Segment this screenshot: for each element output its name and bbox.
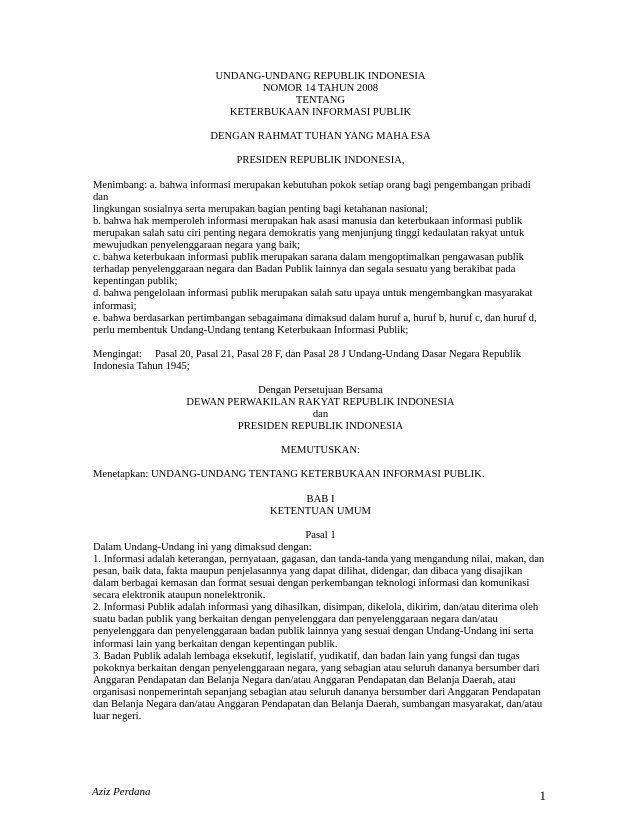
menimbang-line: perlu membentuk Undang-Undang tentang Keterbukaan Informasi Publik;: [93, 324, 409, 336]
pasal-line: pesan, baik data, fakta maupun penjelasannya yang dapat dilihat, didengar, dan dibaca yang disajikan: [93, 566, 523, 577]
menimbang-line: lingkungan sosialnya serta merupakan bagian penting bagi ketahanan nasional;: [93, 203, 428, 215]
pasal-line: luar negeri.: [93, 711, 142, 723]
persetujuan-line-2: DEWAN PERWAKILAN RAKYAT REPUBLIK INDONESIA: [186, 397, 455, 409]
pasal-line: pokoknya berkaitan dengan penyelenggaraan negara, yang sebagian atau seluruh dananya bersumber dari: [93, 662, 540, 674]
menimbang-line: merupakan salah satu ciri penting negara demokratis yang menjunjung tinggi kedaulatan rakyat untuk: [93, 227, 525, 239]
menimbang-line: Menimbang: a. bahwa informasi merupakan kebutuhan pokok setiap orang bagi pengembangan pribadi dan: [93, 179, 531, 203]
bab-subtitle: KETENTUAN UMUM: [270, 505, 371, 517]
menimbang-line: c. bahwa keterbukaan informasi publik merupakan sarana dalam mengoptimalkan pengawasan publik: [93, 252, 524, 264]
pasal-line: informasi lain yang berkaitan dengan kepentingan publik.: [93, 638, 338, 650]
page-number: 1: [539, 788, 546, 803]
menimbang-line: informasi;: [93, 300, 137, 312]
menimbang-line: d. bahwa pengelolaan informasi publik merupakan salah satu upaya untuk mengembangkan masyarakat: [93, 288, 533, 300]
pasal-line: Anggaran Pendapatan dan Belanja Negara dan/atau Anggaran Pendapatan dan Belanja Daerah, atau: [93, 674, 516, 686]
bab-title: BAB I: [306, 493, 335, 505]
menimbang-line: kepentingan publik;: [93, 276, 178, 288]
menimbang-line: mewujudkan penyelenggaraan negara yang baik;: [93, 240, 301, 252]
title-line-1: UNDANG-UNDANG REPUBLIK INDONESIA: [215, 71, 426, 82]
footer-author: Aziz Perdana: [92, 786, 151, 798]
pasal-line: secara elektronik ataupun nonelektronik.: [93, 590, 266, 602]
menimbang-line: terhadap penyelenggaraan negara dan Badan Publik lainnya dan segala sesuatu yang berakibat pada: [93, 264, 516, 276]
menimbang-section: [93, 180, 548, 337]
persetujuan-line-4: PRESIDEN REPUBLIK INDONESIA: [237, 421, 404, 433]
title-line-2: NOMOR 14 TAHUN 2008: [262, 83, 379, 95]
pasal-line: 3. Badan Publik adalah lembaga eksekutif, legislatif, yudikatif, dan badan lain yang fungsi dan tugas: [93, 650, 520, 662]
title-line-5: DENGAN RAHMAT TUHAN YANG MAHA ESA: [210, 131, 431, 143]
pasal-line: penyelenggara dan penyelenggaraan badan publik lainnya yang sesuai dengan Undang-Undang ini serta: [93, 626, 534, 638]
pasal-line: dalam berbagai kemasan dan format sesuai dengan perkembangan teknologi informasi dan komunikasi: [93, 578, 530, 590]
pasal-line: suatu badan publik yang berkaitan dengan penyelenggara dan penyelenggaraan negara dan/atau: [93, 614, 498, 626]
pasal-1-section: [93, 542, 548, 723]
pasal-line: Dalam Undang-Undang ini yang dimaksud dengan:: [93, 541, 312, 553]
document-body: [93, 71, 548, 723]
mengingat-section: [93, 349, 548, 373]
persetujuan-line-1: Dengan Persetujuan Bersama: [258, 384, 383, 396]
pasal-heading: Pasal 1: [305, 529, 336, 541]
menimbang-line: e. bahwa berdasarkan pertimbangan sebagaimana dimaksud dalam huruf a, huruf b, huruf c, dan huruf d,: [93, 312, 537, 324]
mengingat-label: Mengingat:: [93, 348, 142, 360]
pasal-line: dan Belanja Negara dan/atau Anggaran Pendapatan dan Belanja Daerah, sumbangan masyarakat, dan/atau: [93, 699, 543, 711]
title-line-4: KETERBUKAAN INFORMASI PUBLIK: [229, 107, 412, 119]
mengingat-line-1: Pasal 20, Pasal 21, Pasal 28 F, dan Pasal 28 J Undang-Undang Dasar Negara Republik: [155, 348, 522, 360]
pasal-line: 2. Informasi Publik adalah informasi yang dihasilkan, disimpan, dikelola, dikirim, dan/atau diterima oleh: [93, 602, 539, 614]
pasal-line: 1. Informasi adalah keterangan, pernyataan, gagasan, dan tanda-tanda yang mengandung nilai, makan, dan: [93, 553, 545, 565]
title-line-6: PRESIDEN REPUBLIK INDONESIA,: [236, 155, 405, 167]
mengingat-line-2: Indonesia Tahun 1945;: [93, 360, 190, 372]
pasal-line: organisasi nonpemerintah sepanjang sebagian atau seluruh dananya bersumber dari Anggaran Pendapatan: [93, 686, 541, 698]
memutuskan-heading: MEMUTUSKAN:: [281, 445, 360, 457]
title-line-3: TENTANG: [295, 95, 346, 107]
persetujuan-line-3: dan: [312, 409, 329, 421]
menimbang-line: b. bahwa hak memperoleh informasi merupakan hak asasi manusia dan keterbukaan informasi publik: [93, 215, 523, 227]
menetapkan-line: Menetapkan: UNDANG-UNDANG TENTANG KETERBUKAAN INFORMASI PUBLIK.: [93, 469, 485, 481]
